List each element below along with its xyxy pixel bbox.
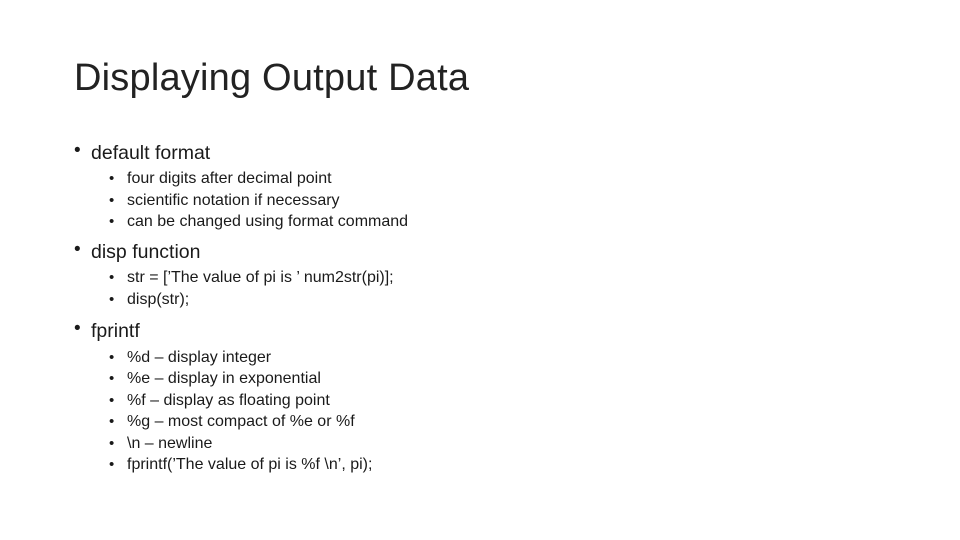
slide-title: Displaying Output Data [74, 57, 470, 99]
sub-bullet: • %g – most compact of %e or %f [109, 411, 894, 433]
sub-bullet: • %e – display in exponential [109, 368, 894, 390]
sub-bullet: • \n – newline [109, 433, 894, 455]
sub-bullet: • %f – display as floating point [109, 390, 894, 412]
bullet-heading: • disp function [91, 240, 201, 263]
slide-body [74, 140, 894, 476]
sub-bullet: • four digits after decimal point [109, 168, 894, 190]
sub-bullet: • str = [’The value of pi is ’ num2str(pi)]; [109, 267, 894, 289]
sub-bullet-list [109, 267, 894, 310]
sub-bullet: • fprintf(’The value of pi is %f \n’, pi); [109, 454, 894, 476]
sub-bullet-list [109, 347, 894, 476]
sub-bullet: • scientific notation if necessary [109, 190, 894, 212]
sub-bullet: • can be changed using format command [109, 211, 894, 233]
bullet-fprintf [74, 318, 894, 475]
bullet-list [74, 140, 894, 476]
bullet-default-format [74, 140, 894, 233]
bullet-disp-function [74, 239, 894, 310]
sub-bullet: • %d – display integer [109, 347, 894, 369]
bullet-heading: • fprintf [91, 320, 140, 343]
sub-bullet-list [109, 168, 894, 233]
sub-bullet: • disp(str); [109, 289, 894, 311]
bullet-heading: • default format [91, 142, 211, 164]
